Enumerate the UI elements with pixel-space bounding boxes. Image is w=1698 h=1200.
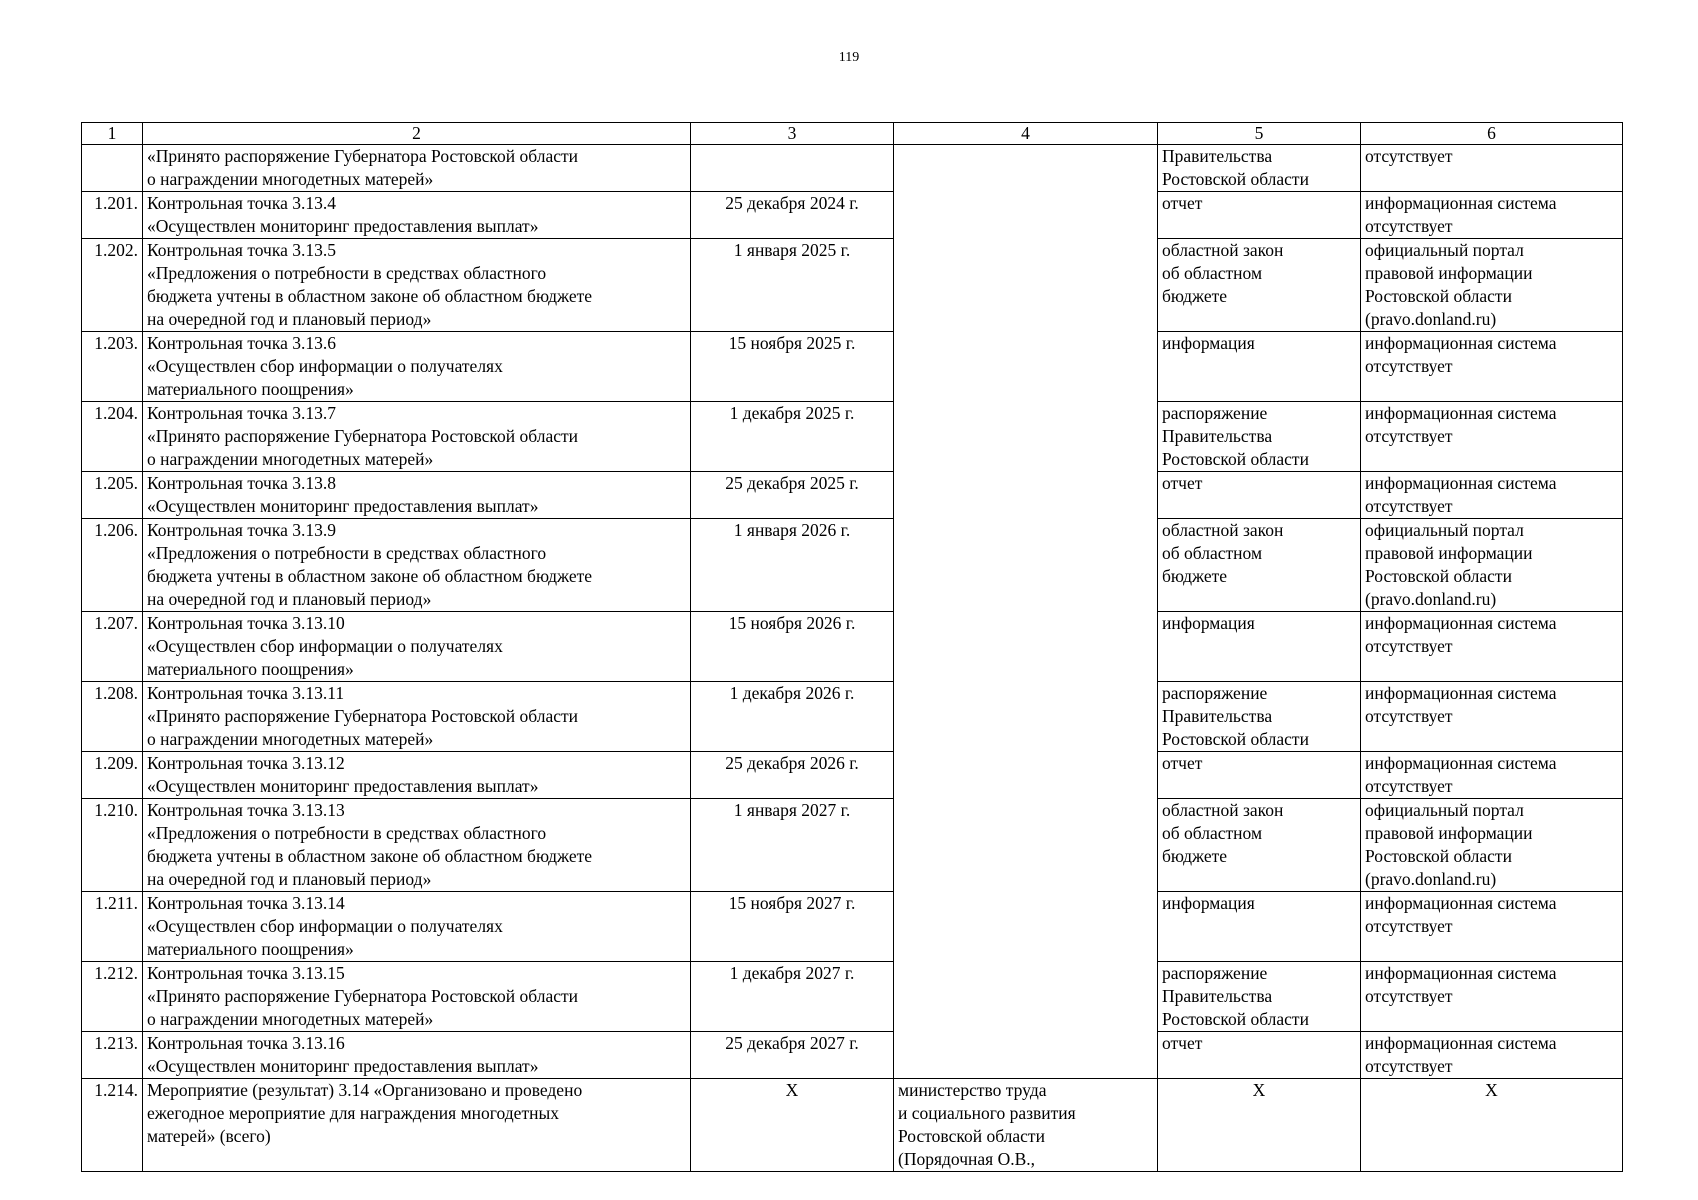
cell-line: Контрольная точка 3.13.9 — [147, 520, 336, 540]
cell-line: распоряжение — [1162, 963, 1268, 983]
cell-line: отчет — [1162, 193, 1203, 213]
row-document-type — [1158, 799, 1361, 892]
cell-line: отсутствует — [1365, 776, 1453, 796]
cell-line: отсутствует — [1365, 146, 1453, 166]
row-number: 1.212. — [82, 962, 143, 1032]
cell-line: бюджете — [1162, 566, 1228, 586]
header-row — [82, 123, 1623, 145]
cell-line: информация — [1162, 333, 1255, 353]
plan-table — [81, 122, 1623, 1172]
cell-line: информация — [1162, 893, 1255, 913]
row-number: 1.208. — [82, 682, 143, 752]
row-date: 25 декабря 2026 г. — [691, 752, 894, 799]
executor-cell-merged — [894, 145, 1158, 1079]
cell-line: «Принято распоряжение Губернатора Ростовской области — [147, 146, 579, 166]
row-information-system — [1361, 892, 1623, 962]
cell-line: «Принято распоряжение Губернатора Ростовской области — [147, 986, 579, 1006]
row-document-type — [1158, 682, 1361, 752]
row-document-type — [1158, 402, 1361, 472]
row-description — [143, 612, 691, 682]
cell-line: правовой информации — [1365, 263, 1533, 283]
row-information-system — [1361, 519, 1623, 612]
cell-line: Х — [1485, 1080, 1498, 1100]
cell-line: информационная система — [1365, 1033, 1557, 1053]
row-information-system — [1361, 192, 1623, 239]
row-date: 25 декабря 2025 г. — [691, 472, 894, 519]
executor-cell — [894, 1079, 1158, 1172]
cell-line: Ростовской области — [1162, 729, 1309, 749]
cell-line: Ростовской области — [1162, 449, 1309, 469]
cell-line: областной закон — [1162, 240, 1284, 260]
row-information-system — [1361, 1079, 1623, 1172]
row-date: Х — [691, 1079, 894, 1172]
cell-line: информация — [1162, 613, 1255, 633]
cell-line: «Осуществлен мониторинг предоставления выплат» — [147, 1056, 539, 1076]
cell-line: отсутствует — [1365, 216, 1453, 236]
cell-line: Мероприятие (результат) 3.14 «Организовано и проведено — [147, 1080, 583, 1100]
row-number: 1.211. — [82, 892, 143, 962]
row-information-system — [1361, 239, 1623, 332]
row-description — [143, 1032, 691, 1079]
row-document-type — [1158, 332, 1361, 402]
cell-line: (Порядочная О.В., — [898, 1149, 1036, 1169]
header-col-3: 3 — [691, 123, 894, 145]
row-document-type — [1158, 239, 1361, 332]
row-description — [143, 799, 691, 892]
cell-line: «Принято распоряжение Губернатора Ростовской области — [147, 426, 579, 446]
cell-line: информационная система — [1365, 473, 1557, 493]
row-number: 1.202. — [82, 239, 143, 332]
row-number — [82, 145, 143, 192]
cell-line: об областном — [1162, 543, 1263, 563]
cell-line: «Предложения о потребности в средствах областного — [147, 263, 547, 283]
cell-line: Ростовской области — [1365, 566, 1512, 586]
cell-line: отсутствует — [1365, 426, 1453, 446]
cell-line: Контрольная точка 3.13.7 — [147, 403, 336, 423]
row-description — [143, 145, 691, 192]
row-document-type — [1158, 752, 1361, 799]
cell-line: Ростовской области — [1162, 1009, 1309, 1029]
cell-line: «Осуществлен мониторинг предоставления выплат» — [147, 776, 539, 796]
cell-line: отсутствует — [1365, 1056, 1453, 1076]
cell-line: на очередной год и плановый период» — [147, 589, 432, 609]
table-row — [82, 472, 1623, 519]
row-information-system — [1361, 472, 1623, 519]
row-information-system — [1361, 682, 1623, 752]
cell-line: материального поощрения» — [147, 939, 354, 959]
table-row — [82, 1032, 1623, 1079]
cell-line: министерство труда — [898, 1080, 1047, 1100]
table-row — [82, 799, 1623, 892]
table-row — [82, 192, 1623, 239]
table-row — [82, 519, 1623, 612]
row-date: 25 декабря 2024 г. — [691, 192, 894, 239]
cell-line: информационная система — [1365, 963, 1557, 983]
page-number: 119 — [838, 50, 860, 65]
cell-line: Контрольная точка 3.13.10 — [147, 613, 345, 633]
row-number: 1.214. — [82, 1079, 143, 1172]
row-description — [143, 402, 691, 472]
cell-line: отчет — [1162, 1033, 1203, 1053]
row-date: 1 января 2026 г. — [691, 519, 894, 612]
table-row — [82, 402, 1623, 472]
cell-line: Контрольная точка 3.13.12 — [147, 753, 345, 773]
header-col-6: 6 — [1361, 123, 1623, 145]
cell-line: распоряжение — [1162, 683, 1268, 703]
row-number: 1.206. — [82, 519, 143, 612]
row-date — [691, 145, 894, 192]
cell-line: «Осуществлен сбор информации о получателях — [147, 356, 503, 376]
cell-line: Контрольная точка 3.13.13 — [147, 800, 345, 820]
cell-line: информационная система — [1365, 613, 1557, 633]
cell-line: (pravo.donland.ru) — [1365, 869, 1497, 889]
cell-line: о награждении многодетных матерей» — [147, 729, 434, 749]
table-row — [82, 612, 1623, 682]
cell-line: отсутствует — [1365, 986, 1453, 1006]
row-description — [143, 962, 691, 1032]
row-number: 1.204. — [82, 402, 143, 472]
cell-line: отсутствует — [1365, 706, 1453, 726]
table-row — [82, 1079, 1623, 1172]
row-number: 1.201. — [82, 192, 143, 239]
row-information-system — [1361, 612, 1623, 682]
cell-line: «Осуществлен мониторинг предоставления выплат» — [147, 216, 539, 236]
cell-line: «Принято распоряжение Губернатора Ростовской области — [147, 706, 579, 726]
row-document-type — [1158, 519, 1361, 612]
cell-line: правовой информации — [1365, 543, 1533, 563]
row-number: 1.207. — [82, 612, 143, 682]
row-description — [143, 332, 691, 402]
cell-line: матерей» (всего) — [147, 1126, 271, 1146]
row-number: 1.205. — [82, 472, 143, 519]
cell-line: информационная система — [1365, 403, 1557, 423]
row-date: 1 декабря 2027 г. — [691, 962, 894, 1032]
row-document-type — [1158, 612, 1361, 682]
cell-line: Ростовской области — [898, 1126, 1045, 1146]
row-description — [143, 519, 691, 612]
cell-line: Ростовской области — [1365, 846, 1512, 866]
row-date: 15 ноября 2025 г. — [691, 332, 894, 402]
row-information-system — [1361, 962, 1623, 1032]
cell-line: информационная система — [1365, 683, 1557, 703]
cell-line: информационная система — [1365, 193, 1557, 213]
table-row — [82, 682, 1623, 752]
cell-line: об областном — [1162, 823, 1263, 843]
row-description — [143, 892, 691, 962]
cell-line: о награждении многодетных матерей» — [147, 449, 434, 469]
cell-line: «Предложения о потребности в средствах областного — [147, 823, 547, 843]
cell-line: о награждении многодетных матерей» — [147, 1009, 434, 1029]
cell-line: правовой информации — [1365, 823, 1533, 843]
cell-line: ежегодное мероприятие для награждения многодетных — [147, 1103, 559, 1123]
row-number: 1.203. — [82, 332, 143, 402]
row-document-type — [1158, 145, 1361, 192]
row-document-type — [1158, 1079, 1361, 1172]
cell-line: Ростовской области — [1365, 286, 1512, 306]
cell-line: отчет — [1162, 753, 1203, 773]
cell-line: отсутствует — [1365, 356, 1453, 376]
cell-line: Контрольная точка 3.13.6 — [147, 333, 336, 353]
table-row — [82, 752, 1623, 799]
cell-line: «Осуществлен сбор информации о получателях — [147, 916, 503, 936]
header-col-2: 2 — [143, 123, 691, 145]
cell-line: об областном — [1162, 263, 1263, 283]
row-date: 15 ноября 2026 г. — [691, 612, 894, 682]
cell-line: бюджете — [1162, 846, 1228, 866]
cell-line: Контрольная точка 3.13.15 — [147, 963, 345, 983]
table-row — [82, 145, 1623, 192]
cell-line: о награждении многодетных матерей» — [147, 169, 434, 189]
cell-line: бюджета учтены в областном законе об областном бюджете — [147, 286, 593, 306]
cell-line: Правительства — [1162, 146, 1273, 166]
row-date: 15 ноября 2027 г. — [691, 892, 894, 962]
cell-line: официальный портал — [1365, 240, 1524, 260]
cell-line: «Осуществлен сбор информации о получателях — [147, 636, 503, 656]
row-date: 1 декабря 2026 г. — [691, 682, 894, 752]
cell-line: на очередной год и плановый период» — [147, 309, 432, 329]
row-number: 1.213. — [82, 1032, 143, 1079]
cell-line: информационная система — [1365, 333, 1557, 353]
row-document-type — [1158, 1032, 1361, 1079]
cell-line: «Предложения о потребности в средствах областного — [147, 543, 547, 563]
cell-line: на очередной год и плановый период» — [147, 869, 432, 889]
row-document-type — [1158, 962, 1361, 1032]
row-number: 1.209. — [82, 752, 143, 799]
header-col-4: 4 — [894, 123, 1158, 145]
cell-line: областной закон — [1162, 800, 1284, 820]
cell-line: Контрольная точка 3.13.4 — [147, 193, 336, 213]
cell-line: Контрольная точка 3.13.5 — [147, 240, 336, 260]
cell-line: Правительства — [1162, 986, 1273, 1006]
table-row — [82, 332, 1623, 402]
cell-line: отсутствует — [1365, 496, 1453, 516]
row-description — [143, 1079, 691, 1172]
row-document-type — [1158, 192, 1361, 239]
row-description — [143, 192, 691, 239]
row-number: 1.210. — [82, 799, 143, 892]
cell-line: областной закон — [1162, 520, 1284, 540]
header-col-5: 5 — [1158, 123, 1361, 145]
cell-line: отчет — [1162, 473, 1203, 493]
cell-line: официальный портал — [1365, 520, 1524, 540]
cell-line: Контрольная точка 3.13.11 — [147, 683, 345, 703]
row-information-system — [1361, 799, 1623, 892]
cell-line: бюджета учтены в областном законе об областном бюджете — [147, 846, 593, 866]
cell-line: официальный портал — [1365, 800, 1524, 820]
cell-line: Правительства — [1162, 426, 1273, 446]
row-information-system — [1361, 145, 1623, 192]
row-document-type — [1158, 472, 1361, 519]
cell-line: «Осуществлен мониторинг предоставления выплат» — [147, 496, 539, 516]
cell-line: Контрольная точка 3.13.16 — [147, 1033, 345, 1053]
cell-line: Ростовской области — [1162, 169, 1309, 189]
cell-line: материального поощрения» — [147, 659, 354, 679]
row-information-system — [1361, 1032, 1623, 1079]
cell-line: бюджета учтены в областном законе об областном бюджете — [147, 566, 593, 586]
cell-line: информационная система — [1365, 753, 1557, 773]
row-information-system — [1361, 402, 1623, 472]
cell-line: и социального развития — [898, 1103, 1076, 1123]
cell-line: распоряжение — [1162, 403, 1268, 423]
cell-line: Контрольная точка 3.13.14 — [147, 893, 345, 913]
row-document-type — [1158, 892, 1361, 962]
row-date: 25 декабря 2027 г. — [691, 1032, 894, 1079]
cell-line: Правительства — [1162, 706, 1273, 726]
header-col-1: 1 — [82, 123, 143, 145]
cell-line: бюджете — [1162, 286, 1228, 306]
cell-line: (pravo.donland.ru) — [1365, 309, 1497, 329]
cell-line: материального поощрения» — [147, 379, 354, 399]
cell-line: информационная система — [1365, 893, 1557, 913]
row-information-system — [1361, 752, 1623, 799]
row-date: 1 января 2027 г. — [691, 799, 894, 892]
row-date: 1 января 2025 г. — [691, 239, 894, 332]
row-date: 1 декабря 2025 г. — [691, 402, 894, 472]
cell-line: Контрольная точка 3.13.8 — [147, 473, 336, 493]
row-description — [143, 472, 691, 519]
table-row — [82, 892, 1623, 962]
row-information-system — [1361, 332, 1623, 402]
row-description — [143, 682, 691, 752]
cell-line: (pravo.donland.ru) — [1365, 589, 1497, 609]
cell-line: Х — [1252, 1080, 1266, 1100]
cell-line: отсутствует — [1365, 916, 1453, 936]
table-row — [82, 962, 1623, 1032]
table-row — [82, 239, 1623, 332]
cell-line: отсутствует — [1365, 636, 1453, 656]
row-description — [143, 239, 691, 332]
row-description — [143, 752, 691, 799]
